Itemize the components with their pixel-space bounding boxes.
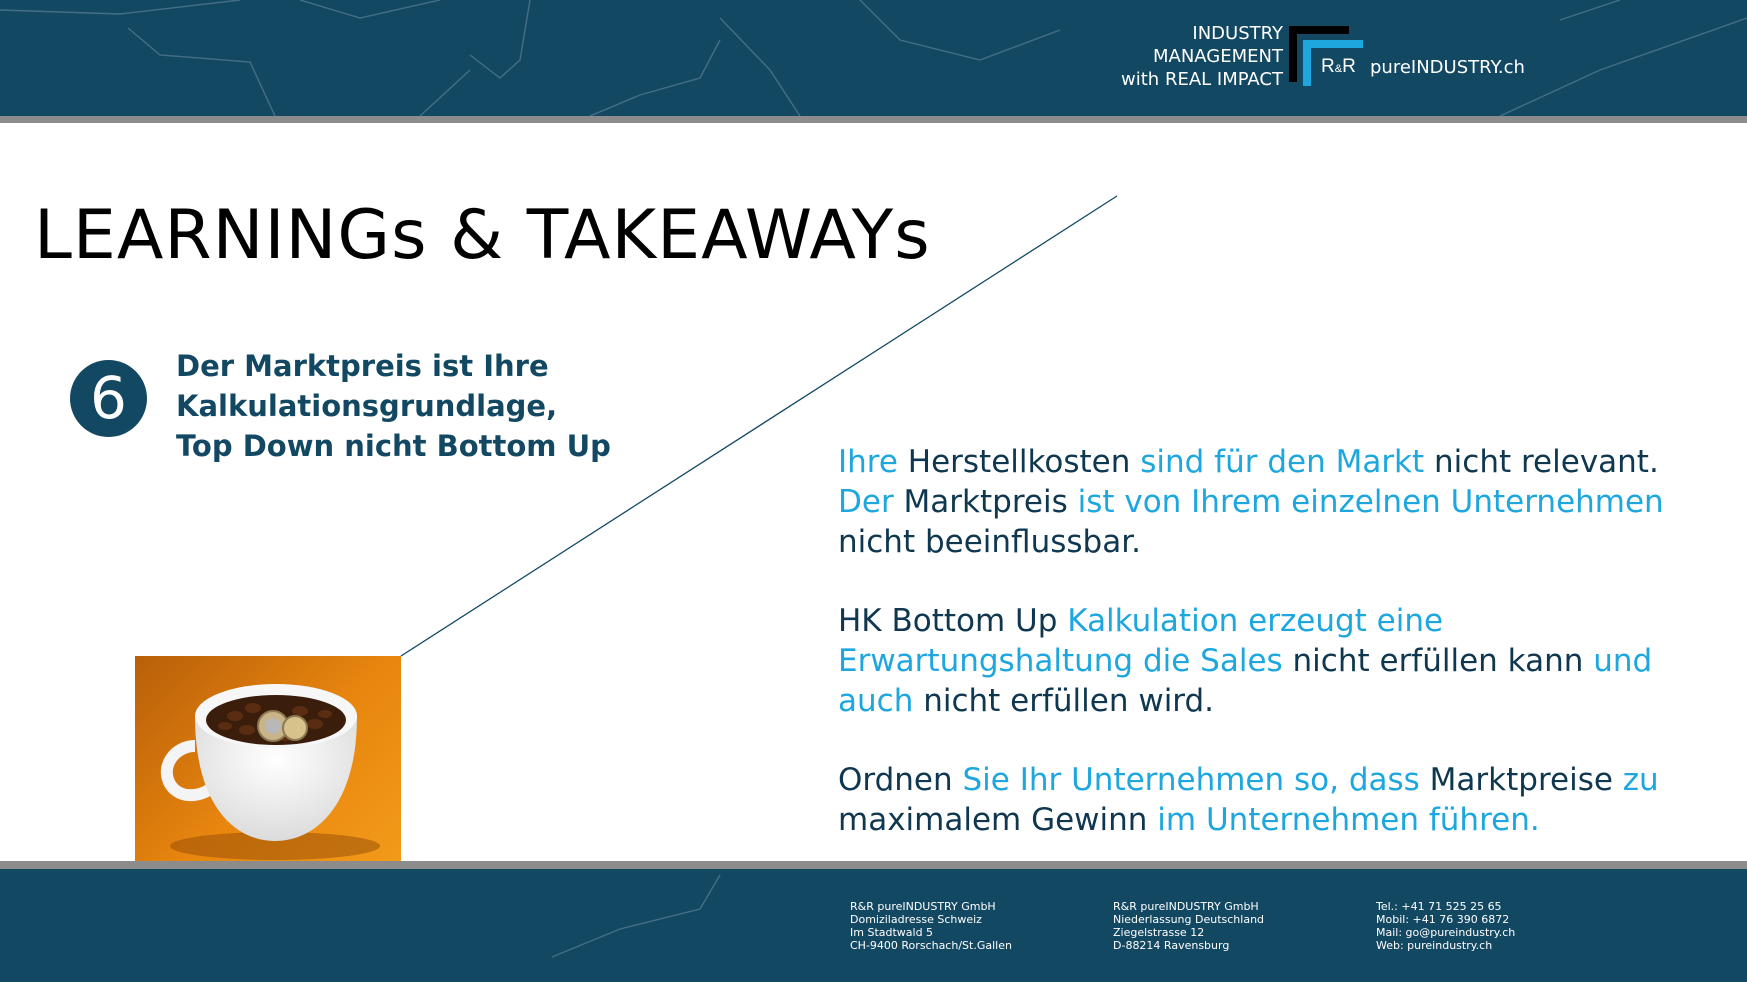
footer-mail: Mail: go@pureindustry.ch <box>1376 926 1516 939</box>
body-text: Marktpreis <box>903 484 1078 520</box>
highlighted-text: ist von Ihrem einzelnen Unternehmen <box>1077 484 1664 520</box>
body-text: nicht relevant. <box>1434 444 1659 480</box>
key-statement-line-2: Kalkulationsgrundlage, <box>176 389 558 423</box>
highlighted-text: und auch <box>838 643 1653 719</box>
footer-phone: Tel.: +41 71 525 25 65 <box>1376 900 1502 913</box>
tagline-line-2: MANAGEMENT <box>1153 46 1283 67</box>
coffee-cup-with-coins-icon <box>135 656 401 861</box>
logo-ampersand: & <box>1334 63 1343 75</box>
point-number-badge: 6 <box>70 360 147 437</box>
page-title-text: LEARNINGs & TAKEAWAYs <box>34 196 931 275</box>
highlighted-text: sind für den Markt <box>1140 444 1435 480</box>
highlighted-text: Der <box>838 484 904 520</box>
logo-letter-r1: R <box>1321 56 1335 77</box>
footer-line: Domiziladresse Schweiz <box>850 913 982 926</box>
key-statement-line-1: Der Marktpreis ist Ihre <box>176 349 549 383</box>
footer-line: D-88214 Ravensburg <box>1113 939 1230 952</box>
brand-url: pureINDUSTRY.ch <box>1370 57 1525 78</box>
footer-line: Im Stadtwald 5 <box>850 926 934 939</box>
body-paragraph-3 <box>838 760 1718 840</box>
tagline-line-3: with REAL IMPACT <box>1121 69 1283 90</box>
footer-line: R&R pureINDUSTRY GmbH <box>1113 900 1259 913</box>
page-title <box>34 196 931 275</box>
body-copy <box>838 442 1718 879</box>
body-text: maximalem Gewinn <box>838 802 1158 838</box>
body-paragraph-1 <box>838 442 1718 562</box>
key-statement <box>176 346 611 466</box>
key-statement-line-3: Top Down nicht Bottom Up <box>176 429 611 463</box>
footer-contact <box>1376 900 1515 952</box>
footer-web: Web: pureindustry.ch <box>1376 939 1493 952</box>
body-text: Marktpreise <box>1429 762 1623 798</box>
coffee-cup-photo <box>135 656 401 861</box>
footer-line: Ziegelstrasse 12 <box>1113 926 1205 939</box>
footer-banner <box>0 869 1747 982</box>
body-text: Ordnen <box>838 762 963 798</box>
footer-address-germany <box>1113 900 1264 952</box>
footer-line: CH-9400 Rorschach/St.Gallen <box>850 939 1012 952</box>
highlighted-text: Kalkulation erzeugt eine Erwartungshaltung die Sales <box>838 603 1444 679</box>
footer-line: R&R pureINDUSTRY GmbH <box>850 900 996 913</box>
highlighted-text: Ihre <box>838 444 908 480</box>
body-text: nicht erfüllen wird. <box>923 683 1215 719</box>
footer-line: Niederlassung Deutschland <box>1113 913 1265 926</box>
body-paragraph-2 <box>838 601 1718 721</box>
body-text: nicht erfüllen kann <box>1292 643 1594 679</box>
highlighted-text: zu <box>1622 762 1659 798</box>
highlighted-text: im Unternehmen führen. <box>1157 802 1540 838</box>
highlighted-text: Sie Ihr Unternehmen so, dass <box>962 762 1430 798</box>
body-text: nicht beeinflussbar. <box>838 524 1141 560</box>
footer-divider <box>0 861 1747 869</box>
footer-address-switzerland <box>850 900 1012 952</box>
tagline-line-1: INDUSTRY <box>1192 23 1283 44</box>
logo-letter-r2: R <box>1342 56 1356 77</box>
body-text: Herstellkosten <box>907 444 1141 480</box>
footer-mobile: Mobil: +41 76 390 6872 <box>1376 913 1510 926</box>
body-text: HK Bottom Up <box>838 603 1068 639</box>
